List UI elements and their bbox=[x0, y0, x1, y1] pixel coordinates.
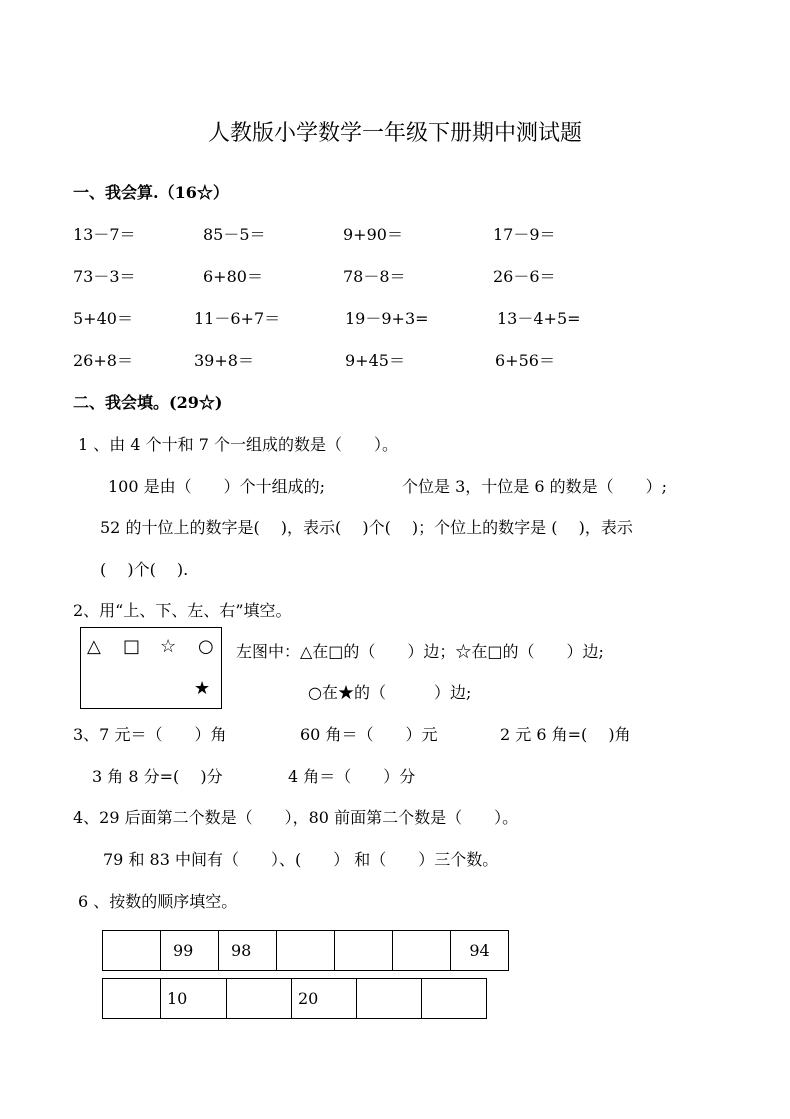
sequence-cell: 99 bbox=[161, 931, 219, 971]
sequence-cell[interactable] bbox=[277, 931, 335, 971]
q2-line1: 左图中：△在□的（ ）边；☆在□的（ ）边; bbox=[236, 642, 604, 661]
q3-line2a: 3 角 8 分=( )分 bbox=[92, 767, 223, 786]
problem: 73－3＝ bbox=[73, 267, 136, 286]
page-title: 人教版小学数学一年级下册期中测试题 bbox=[207, 121, 582, 146]
q1-line2b: 个位是 3，十位是 6 的数是（ ）; bbox=[402, 477, 668, 496]
problem: 78－8＝ bbox=[343, 267, 406, 286]
problem: 6+56＝ bbox=[495, 351, 555, 370]
q4-line1: 4、29 后面第二个数是（ ），80 前面第二个数是（ ）。 bbox=[73, 808, 519, 827]
sequence-cell[interactable] bbox=[393, 931, 451, 971]
sequence-cell[interactable] bbox=[335, 931, 393, 971]
q2-line2: ○在★的（ ）边; bbox=[308, 683, 472, 702]
q1-line1: 1 、由 4 个十和 7 个一组成的数是（ ）。 bbox=[78, 435, 398, 454]
q3-line2b: 4 角＝（ ）分 bbox=[288, 767, 416, 786]
sequence-cell[interactable] bbox=[103, 931, 161, 971]
sequence-cell: 94 bbox=[451, 931, 509, 971]
sequence-cell[interactable] bbox=[422, 979, 487, 1019]
problem: 13－7＝ bbox=[73, 225, 136, 244]
shape-diagram bbox=[80, 627, 222, 709]
sequence-table-1 bbox=[102, 930, 509, 971]
section2-heading: 二、我会填。(29☆) bbox=[73, 393, 223, 412]
problem: 26－6＝ bbox=[493, 267, 556, 286]
circle-icon: ○ bbox=[198, 636, 214, 657]
q1-line3: 52 的十位上的数字是( )，表示( )个( )；个位上的数字是 ( )，表示 bbox=[100, 518, 633, 537]
problem: 13－4+5= bbox=[497, 309, 581, 328]
q2-prompt: 2、用“上、下、左、右”填空。 bbox=[73, 601, 292, 620]
square-icon: □ bbox=[123, 636, 141, 657]
sequence-cell: 10 bbox=[161, 979, 227, 1019]
triangle-icon: △ bbox=[87, 636, 101, 657]
problem: 9+45＝ bbox=[345, 351, 405, 370]
problem: 5+40＝ bbox=[73, 309, 133, 328]
problem: 39+8＝ bbox=[194, 351, 254, 370]
q1-line4: ( )个( ). bbox=[100, 560, 189, 579]
problem: 6+80＝ bbox=[203, 267, 263, 286]
problem: 9+90＝ bbox=[343, 225, 403, 244]
q3-line1a: 3、7 元＝（ ）角 bbox=[73, 725, 227, 744]
sequence-cell[interactable] bbox=[103, 979, 161, 1019]
sequence-cell[interactable] bbox=[227, 979, 292, 1019]
star-filled-icon: ★ bbox=[194, 678, 211, 699]
star-outline-icon: ☆ bbox=[160, 636, 177, 657]
q4-line2: 79 和 83 中间有（ ）、( ） 和（ ）三个数。 bbox=[103, 850, 499, 869]
problem: 19－9+3= bbox=[345, 309, 429, 328]
q1-line2a: 100 是由（ ）个十组成的; bbox=[108, 477, 326, 496]
q6-prompt: 6 、按数的顺序填空。 bbox=[78, 892, 238, 911]
problem: 26+8＝ bbox=[73, 351, 133, 370]
problem: 11－6+7＝ bbox=[194, 309, 281, 328]
sequence-cell[interactable] bbox=[357, 979, 422, 1019]
problem: 85－5＝ bbox=[203, 225, 266, 244]
sequence-cell: 20 bbox=[292, 979, 357, 1019]
problem: 17－9＝ bbox=[493, 225, 556, 244]
sequence-table-2 bbox=[102, 978, 487, 1019]
q3-line1c: 2 元 6 角=( )角 bbox=[500, 725, 631, 744]
q3-line1b: 60 角＝（ ）元 bbox=[300, 725, 438, 744]
section1-heading: 一、我会算.（16☆） bbox=[73, 183, 229, 202]
sequence-cell: 98 bbox=[219, 931, 277, 971]
